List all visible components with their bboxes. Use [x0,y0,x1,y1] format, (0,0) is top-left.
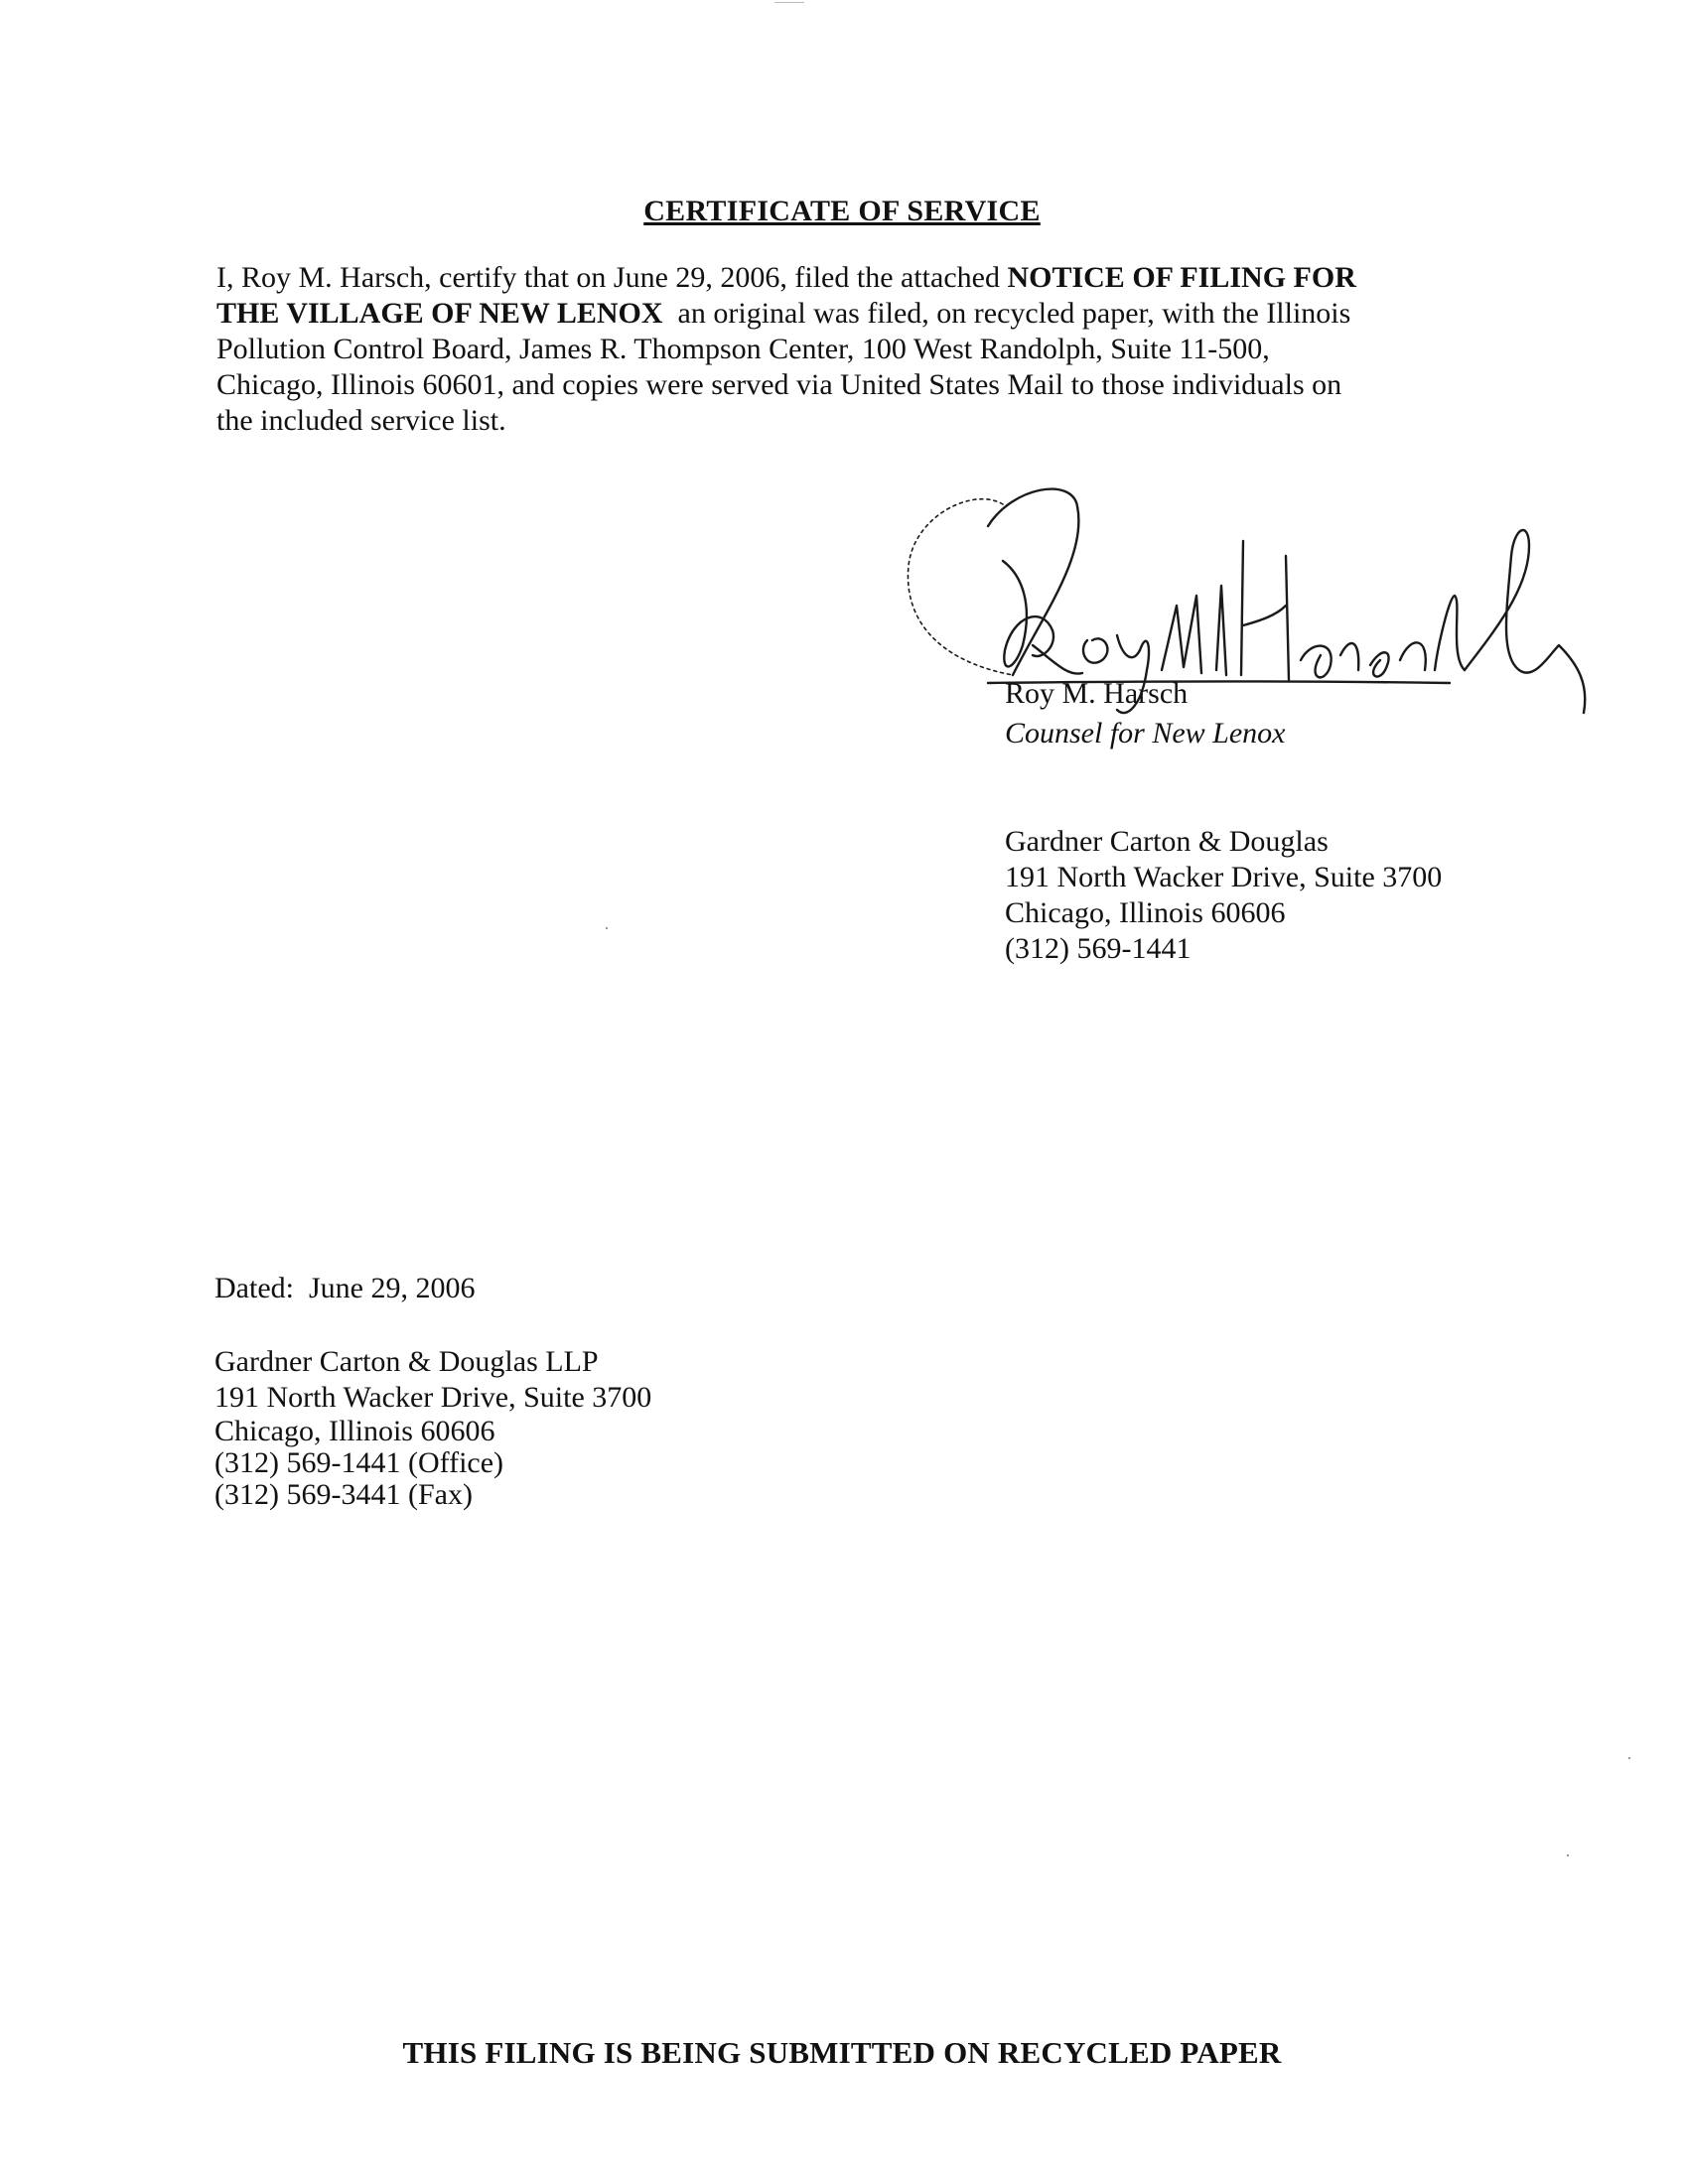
firm-address-block [1005,824,1442,967]
body-line-3: Pollution Control Board, James R. Thompson Center, 100 West Randolph, Suite 11-500, [216,333,1270,365]
signer-role: Counsel for New Lenox [1005,717,1286,750]
footer-firm-name: Gardner Carton & Douglas LLP [214,1345,599,1378]
scan-speck [774,2,804,3]
recycled-paper-notice: THIS FILING IS BEING SUBMITTED ON RECYCLED PAPER [402,2035,1282,2070]
firm-name: Gardner Carton & Douglas [1005,825,1329,858]
signer-name: Roy M. Harsch [1005,677,1189,710]
body-line-2: THE VILLAGE OF NEW LENOX an original was filed, on recycled paper, with the Illinois [216,297,1351,330]
firm-city: Chicago, Illinois 60606 [1005,896,1286,929]
scan-speck [606,927,608,929]
handwritten-signature [894,447,1609,745]
scan-speck [1628,1757,1630,1759]
footer-office-phone: (312) 569-1441 (Office) [214,1446,504,1479]
footer-city: Chicago, Illinois 60606 [214,1415,495,1447]
body-line-5: the included service list. [216,404,506,437]
certificate-body [216,260,1507,439]
footer-fax: (312) 569-3441 (Fax) [214,1478,473,1511]
document-title: CERTIFICATE OF SERVICE [643,195,1041,227]
firm-street: 191 North Wacker Drive, Suite 3700 [1005,861,1443,893]
dated-line: Dated: June 29, 2006 [214,1272,476,1304]
body-line-4: Chicago, Illinois 60601, and copies were served via United States Mail to those individuals on [216,368,1342,401]
footer-street: 191 North Wacker Drive, Suite 3700 [214,1381,652,1414]
scan-speck [1567,1854,1569,1856]
body-line-1: I, Roy M. Harsch, certify that on June 29, 2006, filed the attached NOTICE OF FILING FOR [216,261,1356,294]
firm-phone: (312) 569-1441 [1005,932,1192,965]
firm-footer-block [214,1344,651,1511]
